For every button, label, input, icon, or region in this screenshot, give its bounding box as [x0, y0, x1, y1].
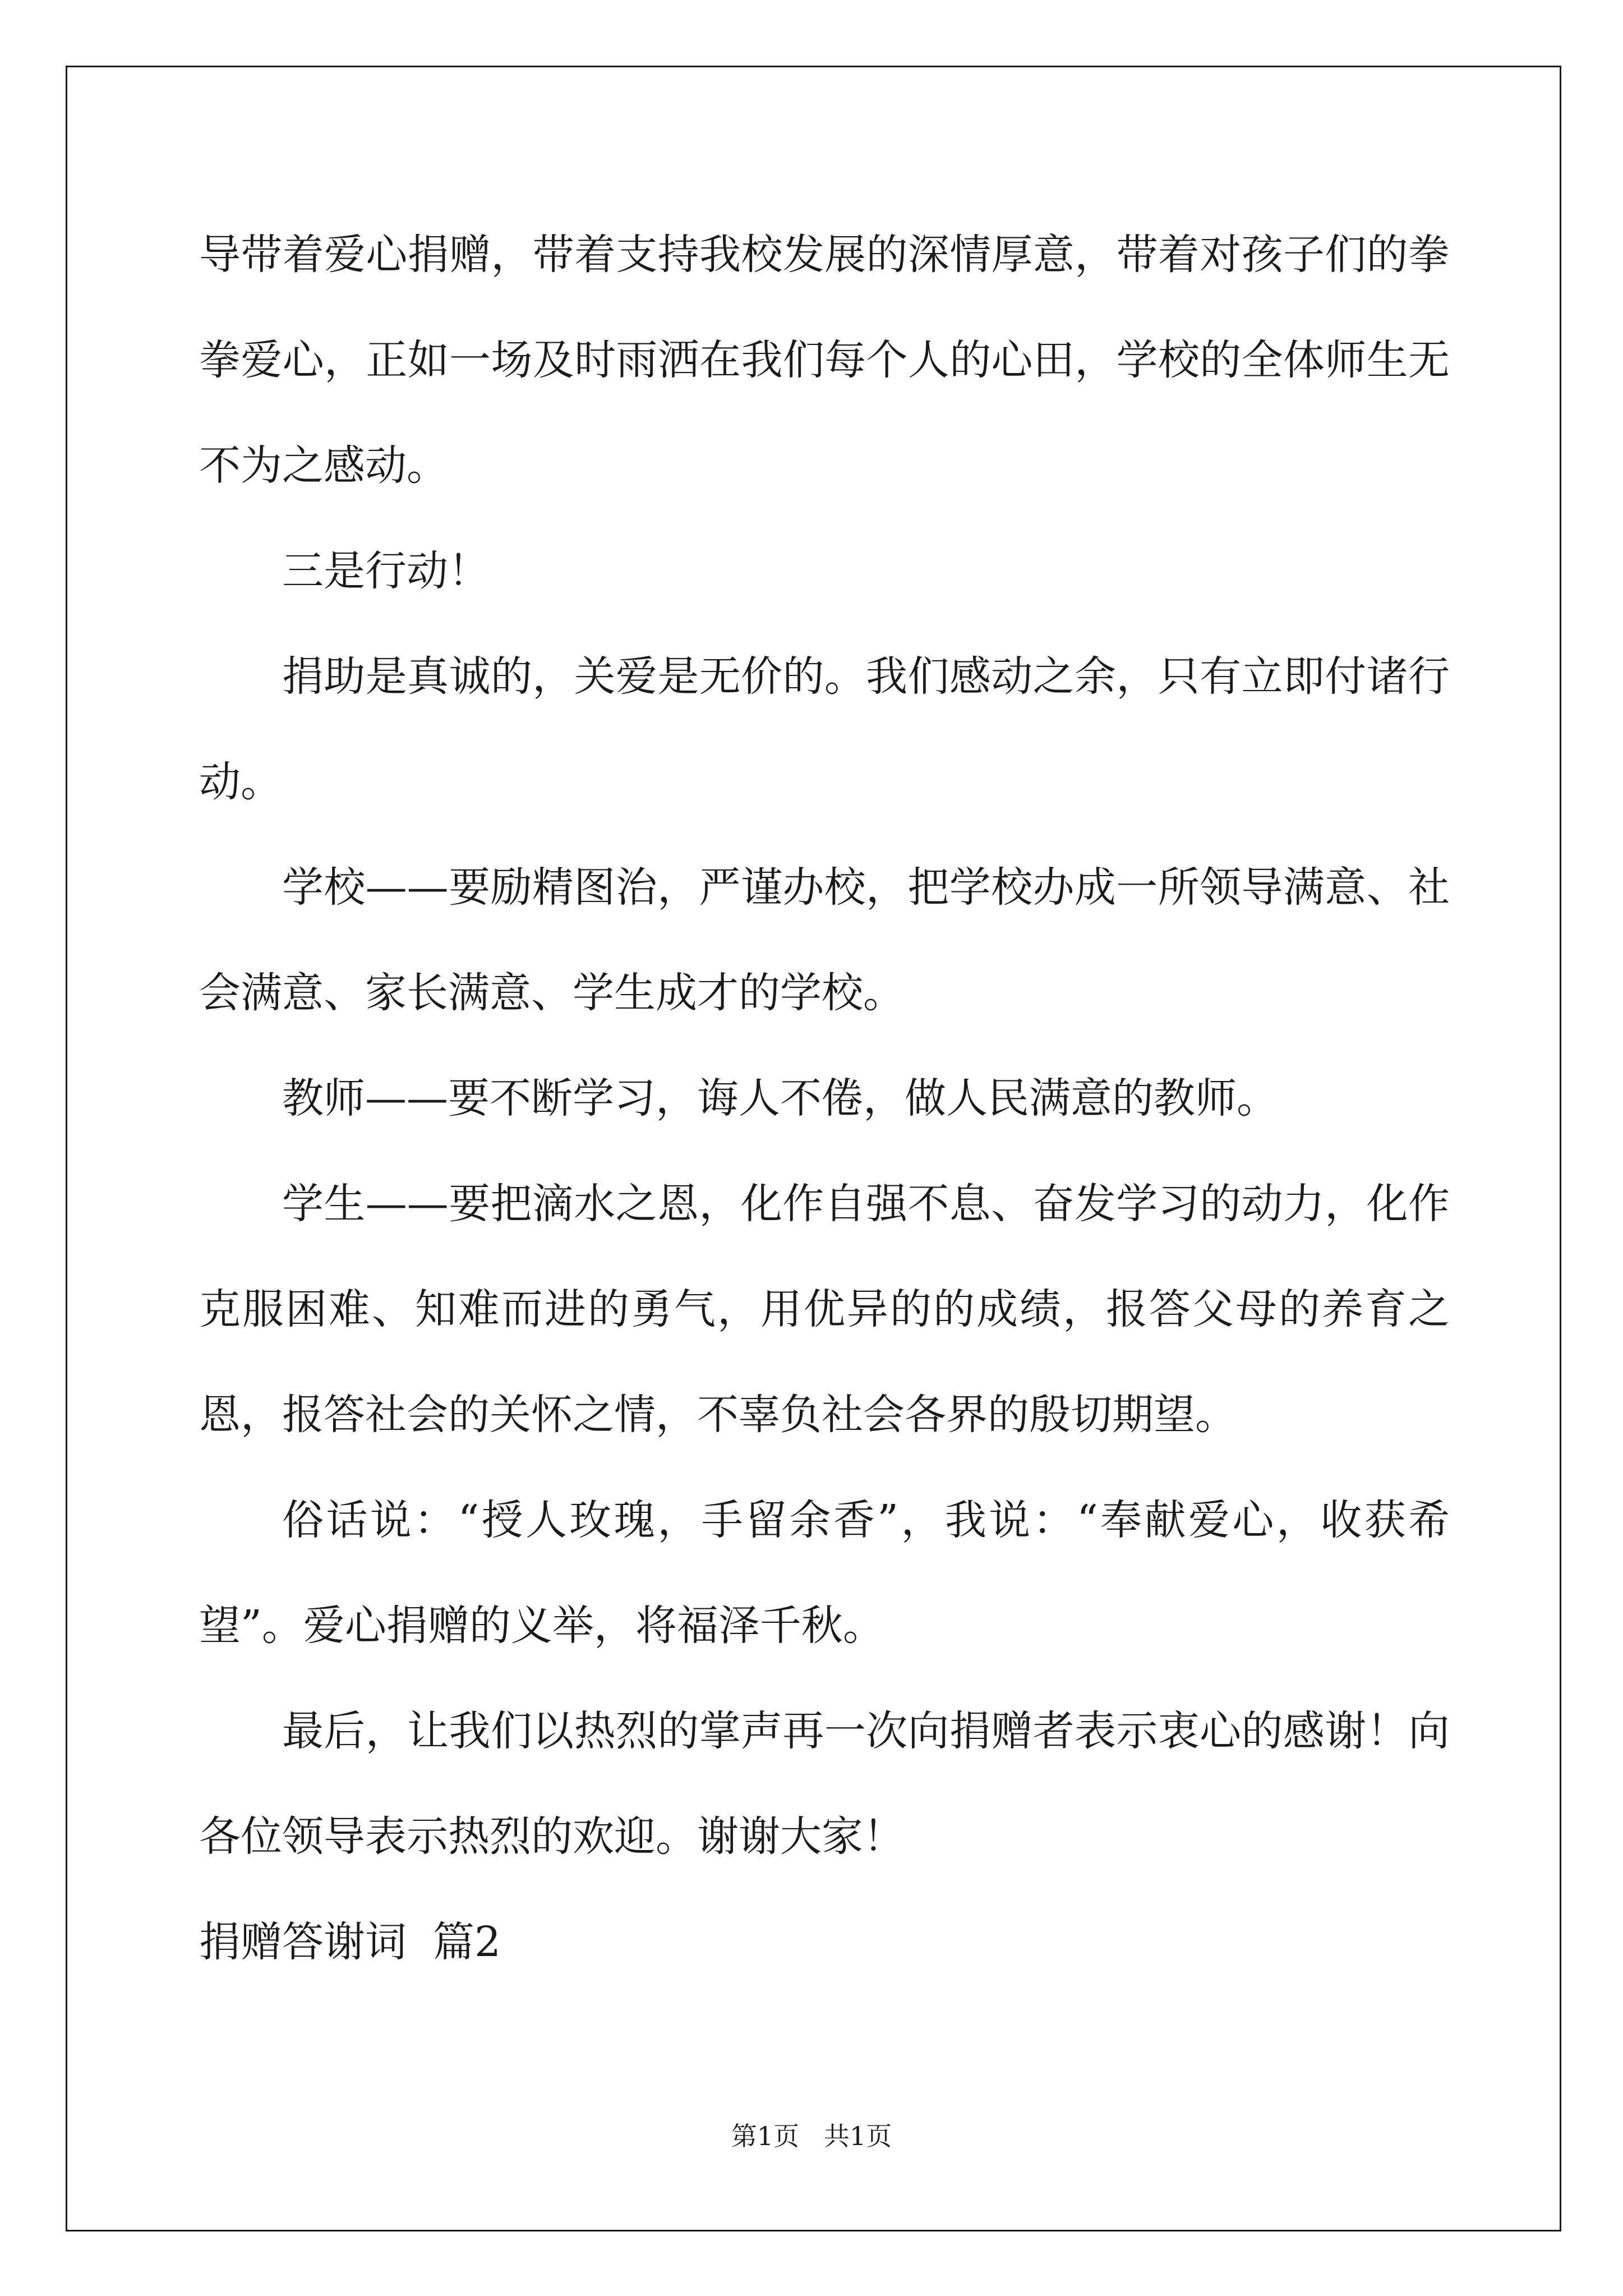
- paragraph-2: 三是行动！: [282, 547, 490, 595]
- paragraph-8: 最后，让我们以热烈的掌声再一次向捐赠者表示衷心的感谢！向各位领导表示热烈的欢迎。谢谢大家！: [199, 1707, 1450, 1861]
- paragraph-6: 学生——要把滴水之恩，化作自强不息、奋发学习的动力，化作克服困难、知难而进的勇气，用优异的的成绩，报答父母的养育之恩，报答社会的关怀之情，不辜负社会各界的殷切期望。: [199, 1180, 1450, 1439]
- paragraph-4: 学校——要励精图治，严谨办校，把学校办成一所领导满意、社会满意、家长满意、学生成才的学校。: [199, 863, 1450, 1017]
- paragraph-5: 教师——要不断学习，诲人不倦，做人民满意的教师。: [282, 1074, 1278, 1122]
- section-heading: 捐赠答谢词 篇2: [199, 1918, 501, 1966]
- paragraph-3: 捐助是真诚的，关爱是无价的。我们感动之余，只有立即付诸行动。: [199, 652, 1450, 806]
- paragraph-1: 导带着爱心捐赠，带着支持我校发展的深情厚意，带着对孩子们的拳拳爱心，正如一场及时雨洒在我们每个人的心田，学校的全体师生无不为之感动。: [199, 231, 1450, 490]
- document-body: [199, 202, 1450, 1995]
- paragraph-7: 俗话说：“授人玫瑰，手留余香”，我说：“奉献爱心，收获希望”。爱心捐赠的义举，将福泽千秋。: [199, 1496, 1450, 1650]
- page-footer: 第1页 共1页: [731, 2121, 892, 2151]
